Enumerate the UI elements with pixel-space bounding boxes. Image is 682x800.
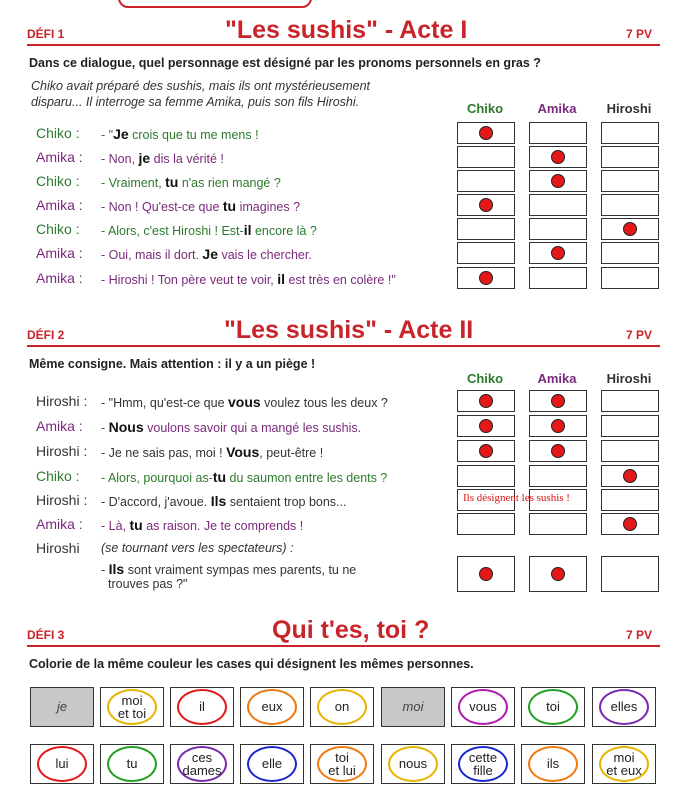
row1-word-box[interactable] — [310, 687, 374, 727]
answer-box-amika[interactable] — [529, 267, 587, 289]
bold-pronoun: je — [138, 150, 151, 166]
row2-word-box[interactable] — [592, 744, 656, 784]
defi2-last-box-chiko[interactable] — [457, 556, 515, 592]
word-label: tu — [126, 756, 138, 771]
answer-box-chiko[interactable] — [457, 513, 515, 535]
answer-box-chiko[interactable] — [457, 267, 515, 289]
defi2-points: 7 PV — [626, 328, 653, 342]
line-text: est très en colère !" — [285, 273, 396, 287]
answer-box-chiko[interactable] — [457, 122, 515, 144]
bold-pronoun: vous — [228, 394, 261, 410]
bold-pronoun: Je — [202, 246, 218, 262]
speaker-name: Hiroshi : — [36, 393, 88, 409]
answer-box-chiko[interactable] — [457, 170, 515, 192]
line-text: - Alors, c'est Hiroshi ! Est- — [101, 224, 244, 238]
defi2-last-box-amika[interactable] — [529, 556, 587, 592]
dialogue-line — [101, 222, 317, 238]
answer-dot — [551, 567, 565, 581]
speaker-name: Amika : — [36, 516, 83, 532]
word-label: elle — [261, 756, 283, 771]
word-label: toi et lui — [328, 750, 356, 778]
answer-dot — [479, 271, 493, 285]
bold-pronoun: Nous — [108, 419, 144, 435]
line-text: - " — [101, 128, 114, 142]
line-text: voulez tous les deux ? — [260, 396, 388, 410]
answer-box-chiko[interactable] — [457, 218, 515, 240]
dialogue-line — [101, 469, 387, 485]
dialogue-line — [101, 444, 323, 460]
word-label: eux — [261, 699, 283, 714]
word-label: toi — [546, 699, 560, 714]
answer-box-hiroshi[interactable] — [601, 513, 659, 535]
line-text: - "Hmm, qu'est-ce que — [101, 396, 229, 410]
line-text: imagines ? — [236, 200, 301, 214]
answer-box-amika[interactable] — [529, 242, 587, 264]
speaker-name: Amika : — [36, 270, 83, 286]
row2-word-box[interactable] — [170, 744, 234, 784]
bold-pronoun: tu — [212, 469, 227, 485]
row2-word-box[interactable] — [240, 744, 304, 784]
answer-box-amika[interactable] — [529, 170, 587, 192]
row2-word-box[interactable] — [310, 744, 374, 784]
row2-word-box[interactable] — [381, 744, 445, 784]
word-label: moi et eux — [606, 750, 642, 778]
row1-word-box[interactable] — [30, 687, 94, 727]
defi2-last-line-1: - Ils sont vraiment sympas mes parents, tu ne — [101, 561, 357, 577]
word-label: ils — [546, 756, 560, 771]
answer-box-hiroshi[interactable] — [601, 170, 659, 192]
answer-box-amika[interactable] — [529, 465, 587, 487]
defi2-col-amika: Amika — [537, 371, 577, 386]
answer-dot — [551, 444, 565, 458]
speaker-name: Chiko : — [36, 221, 80, 237]
defi2-title: "Les sushis" - Acte II — [224, 316, 474, 344]
defi1-col-chiko: Chiko — [466, 101, 504, 116]
bold-pronoun: Ils — [210, 493, 227, 509]
answer-box-chiko[interactable] — [457, 465, 515, 487]
dialogue-line — [101, 126, 259, 142]
bold-pronoun: il — [243, 222, 252, 238]
defi1-intro-1: Chiko avait préparé des sushis, mais ils ont mystérieusement — [31, 79, 371, 93]
answer-box-amika[interactable] — [529, 513, 587, 535]
bold-pronoun: Je — [113, 126, 129, 142]
line-text: - Hiroshi ! Ton père veut te voir, — [101, 273, 278, 287]
answer-box-amika[interactable] — [529, 390, 587, 412]
speaker-name: Chiko : — [36, 173, 80, 189]
answer-dot — [623, 222, 637, 236]
row1-word-box[interactable] — [451, 687, 515, 727]
line-text: encore là ? — [251, 224, 317, 238]
line-text: - Alors, pourquoi as- — [101, 471, 213, 485]
line-text: crois que tu me mens ! — [128, 128, 259, 142]
row1-word-box[interactable] — [240, 687, 304, 727]
defi2-label: DÉFI 2 — [27, 328, 65, 342]
answer-box-chiko[interactable] — [457, 390, 515, 412]
defi1-label: DÉFI 1 — [27, 27, 65, 41]
word-label: on — [334, 699, 350, 714]
answer-box-hiroshi[interactable] — [601, 465, 659, 487]
answer-box-hiroshi[interactable] — [601, 390, 659, 412]
answer-box-hiroshi[interactable] — [601, 415, 659, 437]
word-label: lui — [55, 756, 69, 771]
answer-dot — [479, 567, 493, 581]
dialogue-line — [101, 271, 396, 287]
word-label: elles — [610, 699, 638, 714]
speaker-name: Hiroshi : — [36, 443, 88, 459]
dialogue-line — [101, 493, 346, 509]
answer-dot — [551, 246, 565, 260]
defi2-instruction: Même consigne. Mais attention : il y a un piège ! — [29, 357, 316, 371]
defi3-title: Qui t'es, toi ? — [272, 616, 430, 644]
word-label: il — [199, 699, 205, 714]
defi1-col-amika: Amika — [537, 101, 577, 116]
row1-word-box[interactable] — [592, 687, 656, 727]
answer-box-amika[interactable] — [529, 440, 587, 462]
answer-dot — [479, 419, 493, 433]
answer-dot — [551, 174, 565, 188]
line-text: - Là, — [101, 519, 130, 533]
line-text: - Non, — [101, 152, 139, 166]
word-label: ces dames — [182, 750, 222, 778]
defi2-stage-direction: (se tournant vers les spectateurs) : — [101, 541, 294, 555]
answer-dot — [479, 394, 493, 408]
dialogue-line — [101, 246, 312, 262]
bold-pronoun: tu — [222, 198, 237, 214]
defi1-points: 7 PV — [626, 27, 653, 41]
word-label: je — [56, 699, 68, 714]
defi2-rule — [27, 345, 660, 347]
piege-note: Ils désignent les sushis ! — [463, 492, 570, 504]
line-text: voulons savoir qui a mangé les sushis. — [143, 421, 362, 435]
speaker-name: Amika : — [36, 149, 83, 165]
defi2-col-hiroshi: Hiroshi — [606, 371, 652, 386]
line-text: n'as rien mangé ? — [178, 176, 281, 190]
row1-word-box[interactable] — [100, 687, 164, 727]
line-text: - Je ne sais pas, moi ! — [101, 446, 227, 460]
answer-dot — [479, 444, 493, 458]
line-text: as raison. Je te comprends ! — [142, 519, 304, 533]
defi3-label: DÉFI 3 — [27, 628, 65, 642]
header-tab — [118, 0, 312, 8]
answer-box-chiko[interactable] — [457, 146, 515, 168]
line-text: vais le chercher. — [218, 248, 312, 262]
answer-dot — [623, 517, 637, 531]
answer-dot — [479, 126, 493, 140]
dialogue-line — [101, 517, 303, 533]
bold-pronoun: il — [277, 271, 286, 287]
answer-dot — [551, 394, 565, 408]
row1-word-box[interactable] — [381, 687, 445, 727]
word-label: nous — [398, 756, 428, 771]
defi1-col-hiroshi: Hiroshi — [606, 101, 652, 116]
answer-box-chiko[interactable] — [457, 242, 515, 264]
line-text: - Vraiment, — [101, 176, 166, 190]
answer-box-amika[interactable] — [529, 218, 587, 240]
answer-dot — [623, 469, 637, 483]
speaker-name: Amika : — [36, 418, 83, 434]
speaker-name: Hiroshi : — [36, 492, 88, 508]
speaker-name: Amika : — [36, 197, 83, 213]
defi2-last-line-2: trouves pas ?" — [108, 577, 188, 591]
line-text: - Oui, mais il dort. — [101, 248, 203, 262]
line-text: - Non ! Qu'est-ce que — [101, 200, 223, 214]
defi3-points: 7 PV — [626, 628, 653, 642]
answer-dot — [551, 419, 565, 433]
answer-box-chiko[interactable] — [457, 415, 515, 437]
defi2-last-box-hiroshi[interactable] — [601, 556, 659, 592]
answer-box-amika[interactable] — [529, 194, 587, 216]
dialogue-line — [101, 174, 281, 190]
answer-box-hiroshi[interactable] — [601, 146, 659, 168]
answer-box-chiko[interactable] — [457, 194, 515, 216]
answer-box-hiroshi[interactable] — [601, 242, 659, 264]
answer-box-hiroshi[interactable] — [601, 489, 659, 511]
dialogue-line — [101, 150, 224, 166]
line-text: , peut-être ! — [259, 446, 324, 460]
speaker-name: Chiko : — [36, 125, 80, 141]
line-text: sentaient trop bons... — [226, 495, 347, 509]
row2-word-box[interactable] — [451, 744, 515, 784]
line-text: du saumon entre les dents ? — [226, 471, 388, 485]
word-label: cette fille — [468, 750, 498, 778]
answer-box-chiko[interactable] — [457, 440, 515, 462]
answer-box-hiroshi[interactable] — [601, 440, 659, 462]
defi1-intro-2: disparu... Il interroge sa femme Amika, puis son fils Hiroshi. — [31, 95, 360, 109]
word-label: vous — [469, 699, 497, 714]
bold-pronoun: Vous — [226, 444, 260, 460]
row1-word-box[interactable] — [521, 687, 585, 727]
answer-dot — [479, 198, 493, 212]
answer-box-amika[interactable] — [529, 415, 587, 437]
line-text: - D'accord, j'avoue. — [101, 495, 211, 509]
row1-word-box[interactable] — [170, 687, 234, 727]
word-label: moi et toi — [117, 693, 147, 721]
defi3-instruction: Colorie de la même couleur les cases qui désignent les mêmes personnes. — [29, 657, 474, 671]
answer-box-hiroshi[interactable] — [601, 218, 659, 240]
defi1-rule — [27, 44, 660, 46]
bold-pronoun: tu — [129, 517, 143, 533]
speaker-name: Chiko : — [36, 468, 80, 484]
bold-pronoun: tu — [165, 174, 179, 190]
answer-box-hiroshi[interactable] — [601, 267, 659, 289]
row2-word-box[interactable] — [521, 744, 585, 784]
line-text: dis la vérité ! — [150, 152, 224, 166]
line-text: - — [101, 421, 109, 435]
defi3-rule — [27, 645, 660, 647]
row2-word-box[interactable] — [30, 744, 94, 784]
word-label: moi — [402, 699, 424, 714]
answer-box-amika[interactable] — [529, 122, 587, 144]
row2-word-box[interactable] — [100, 744, 164, 784]
answer-box-amika[interactable] — [529, 146, 587, 168]
answer-dot — [551, 150, 565, 164]
answer-box-hiroshi[interactable] — [601, 194, 659, 216]
defi1-instruction: Dans ce dialogue, quel personnage est désigné par les pronoms personnels en gras ? — [29, 56, 541, 70]
dialogue-line — [101, 198, 300, 214]
defi2-last-speaker: Hiroshi — [36, 540, 80, 556]
defi2-col-chiko: Chiko — [466, 371, 504, 386]
speaker-name: Amika : — [36, 245, 83, 261]
answer-box-hiroshi[interactable] — [601, 122, 659, 144]
dialogue-line — [101, 419, 361, 435]
defi1-title: "Les sushis" - Acte I — [225, 16, 468, 44]
dialogue-line — [101, 394, 388, 410]
